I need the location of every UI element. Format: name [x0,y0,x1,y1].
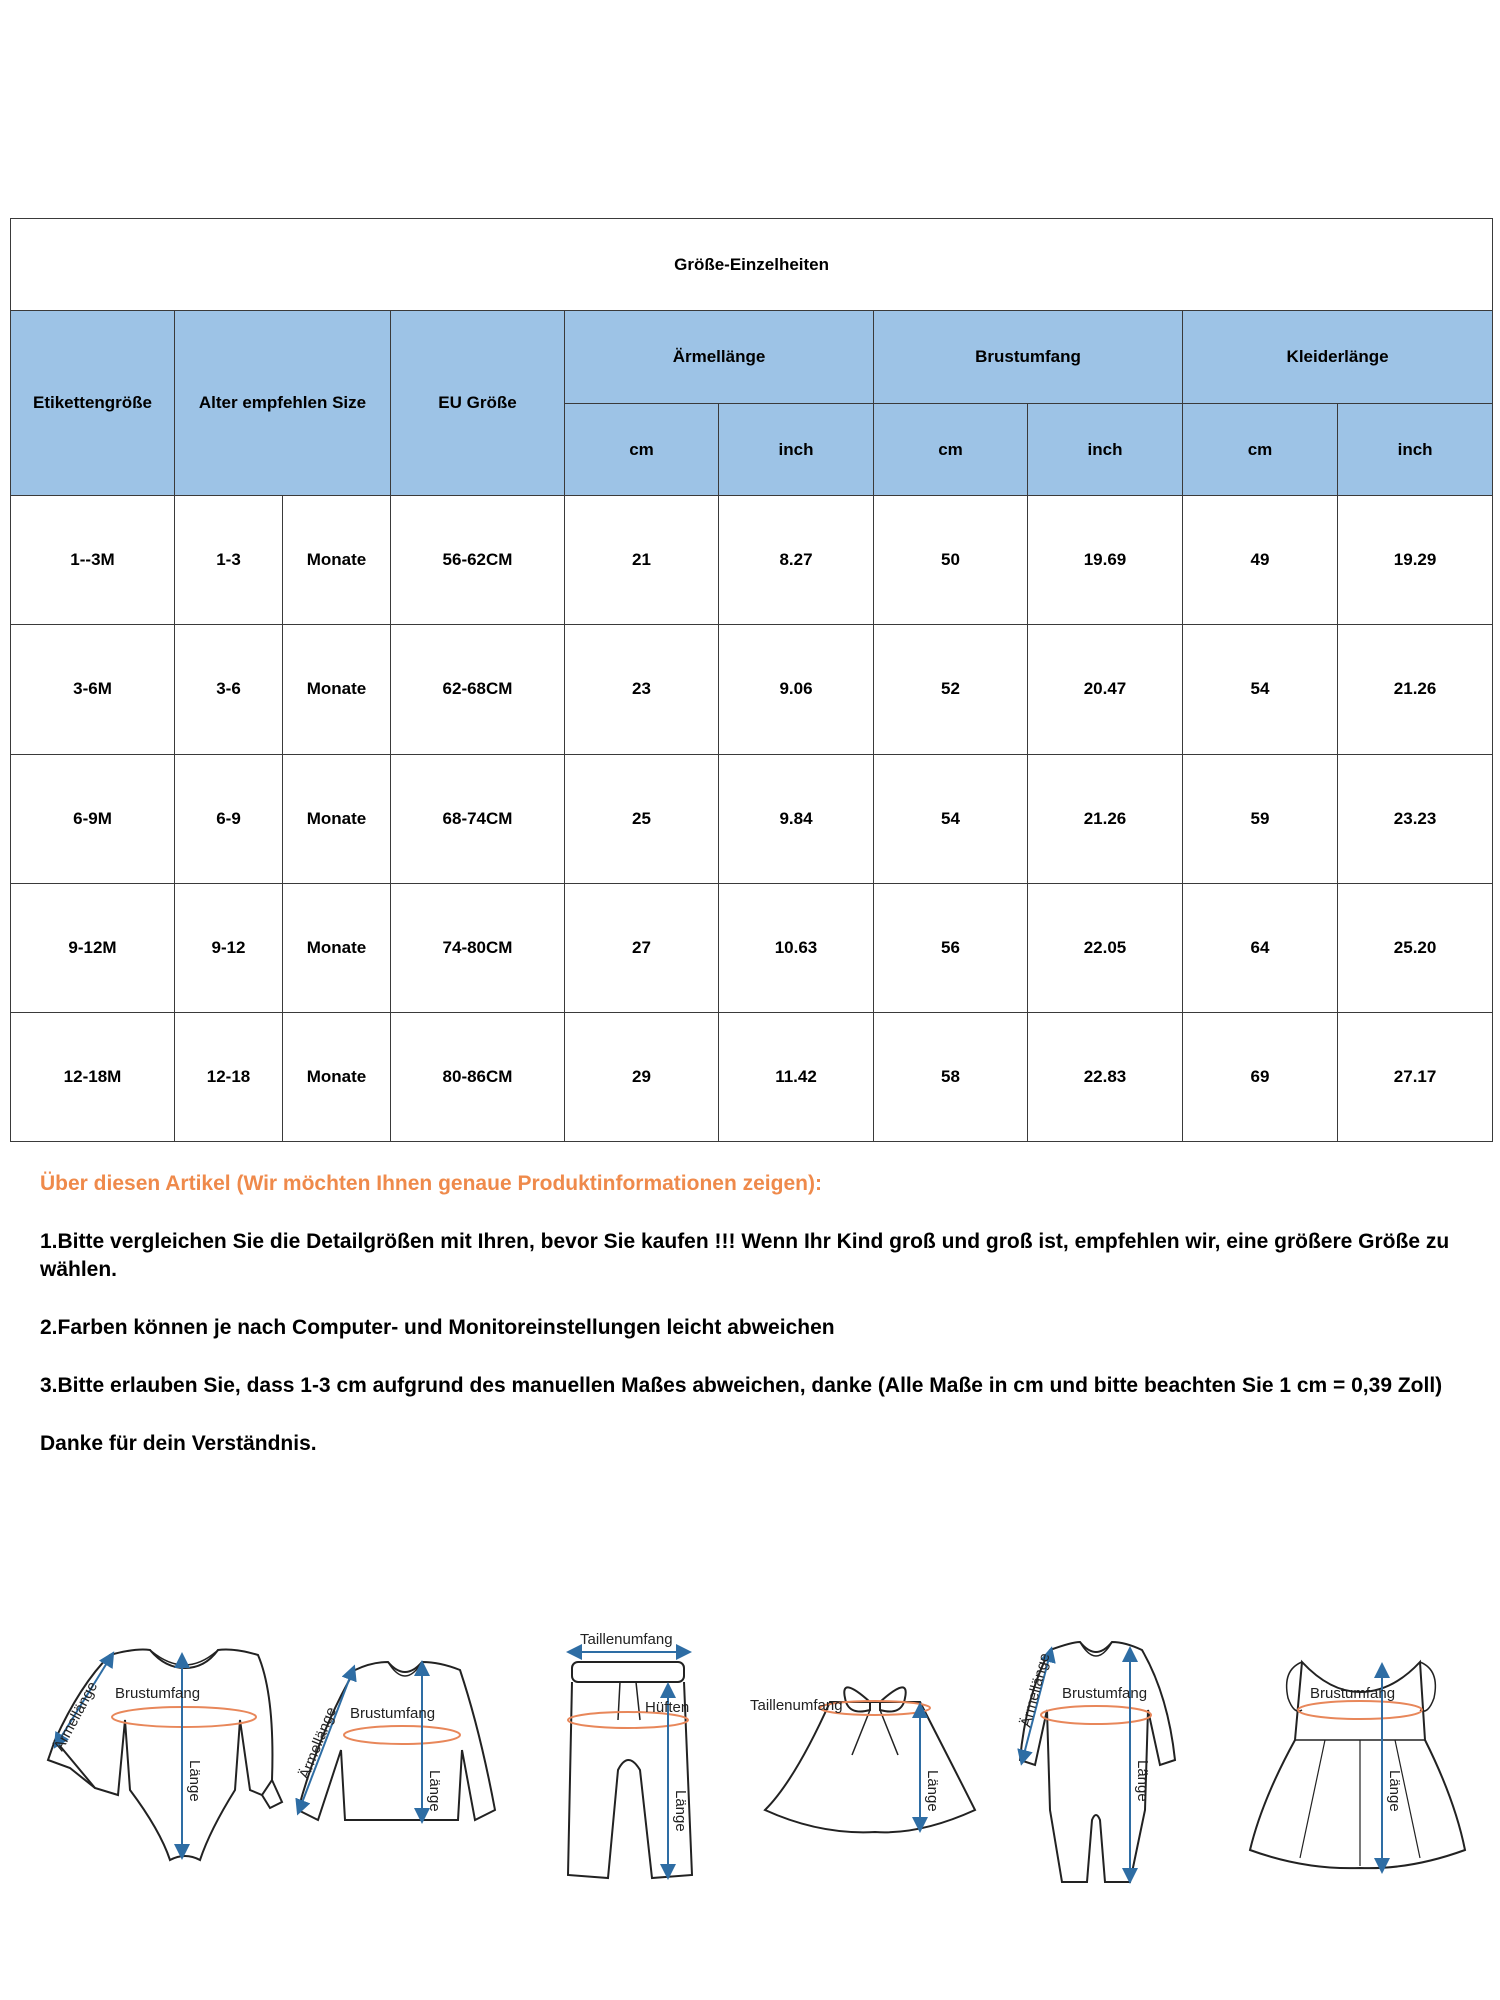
header-unit-inch: inch [1028,404,1183,496]
size-table [10,218,1493,1142]
table-cell: 29 [565,1012,719,1141]
romper-label-brust: Brustumfang [1062,1685,1148,1702]
table-cell: 12-18M [11,1012,175,1141]
table-cell: 3-6M [11,625,175,754]
table-row [11,1012,1493,1141]
table-row [11,754,1493,883]
header-unit-cm: cm [1183,404,1338,496]
table-cell: 59 [1183,754,1338,883]
table-cell: 11.42 [719,1012,874,1141]
info-note-3: 3.Bitte erlauben Sie, dass 1-3 cm aufgrund des manuellen Maßes abweichen, danke (Alle Maße in cm und bitte beachten Sie 1 cm = 0,39 Zoll) [40,1374,1443,1397]
dress-label-brust: Brustumfang [1310,1685,1396,1702]
table-cell: Monate [283,625,391,754]
table-cell: 10.63 [719,883,874,1012]
table-cell: 9.06 [719,625,874,754]
table-cell: 54 [1183,625,1338,754]
table-cell: 1-3 [175,496,283,625]
header-unit-inch: inch [719,404,874,496]
table-cell: 21.26 [1028,754,1183,883]
table-cell: 27 [565,883,719,1012]
table-cell: 64 [1183,883,1338,1012]
table-cell: 56 [874,883,1028,1012]
table-cell: 23.23 [1338,754,1493,883]
pants-illustration [568,1652,692,1878]
table-cell: 1--3M [11,496,175,625]
table-cell: 27.17 [1338,1012,1493,1141]
header-etikettengroesse: Etikettengröße [11,311,175,496]
bodysuit-label-aermel: Ärmellänge [50,1678,102,1754]
product-info [40,1170,1460,1488]
header-unit-cm: cm [565,404,719,496]
table-row [11,883,1493,1012]
shirt-label-aermel: Ärmellänge [295,1704,341,1782]
garment-illustrations [0,1620,1500,1900]
table-cell: 19.69 [1028,496,1183,625]
table-cell: 6-9 [175,754,283,883]
measurement-figures [0,1620,1500,1900]
pants-label-taille: Taillenumfang [580,1631,673,1648]
table-cell: 8.27 [719,496,874,625]
table-cell: 21 [565,496,719,625]
table-cell: 25.20 [1338,883,1493,1012]
table-cell: 74-80CM [391,883,565,1012]
table-cell: 56-62CM [391,496,565,625]
tutu-label-laenge: Länge [924,1770,941,1812]
pants-label-laenge: Länge [672,1790,689,1832]
header-alter: Alter empfehlen Size [175,311,391,496]
table-cell: 9.84 [719,754,874,883]
table-cell: 52 [874,625,1028,754]
table-cell: 80-86CM [391,1012,565,1141]
shirt-label-brust: Brustumfang [350,1705,436,1722]
header-unit-cm: cm [874,404,1028,496]
pants-label-hueften: Hüften [645,1699,690,1716]
header-brustumfang: Brustumfang [874,311,1183,404]
table-cell: 54 [874,754,1028,883]
table-cell: 22.83 [1028,1012,1183,1141]
info-note-4: Danke für dein Verständnis. [40,1432,317,1455]
table-cell: Monate [283,496,391,625]
table-title: Größe-Einzelheiten [11,219,1493,311]
table-cell: Monate [283,1012,391,1141]
table-cell: 50 [874,496,1028,625]
info-note-2: 2.Farben können je nach Computer- und Monitoreinstellungen leicht abweichen [40,1316,835,1339]
table-cell: 12-18 [175,1012,283,1141]
table-cell: 69 [1183,1012,1338,1141]
header-aermellaenge: Ärmellänge [565,311,874,404]
header-kleiderlaenge: Kleiderlänge [1183,311,1493,404]
table-cell: 20.47 [1028,625,1183,754]
table-cell: 22.05 [1028,883,1183,1012]
table-row [11,496,1493,625]
bodysuit-illustration [48,1650,282,1860]
table-row [11,625,1493,754]
shirt-label-laenge: Länge [426,1770,443,1812]
info-note-1: 1.Bitte vergleichen Sie die Detailgrößen mit Ihren, bevor Sie kaufen !!! Wenn Ihr Kind groß und groß ist, empfehlen wir, eine größere Größe zu wählen. [40,1230,1450,1281]
bodysuit-label-brust: Brustumfang [115,1685,201,1702]
romper-label-laenge: Länge [1134,1760,1151,1802]
table-cell: 21.26 [1338,625,1493,754]
info-headline: Über diesen Artikel (Wir möchten Ihnen genaue Produktinformationen zeigen): [40,1172,822,1195]
dress-label-laenge: Länge [1386,1770,1403,1812]
table-cell: 19.29 [1338,496,1493,625]
bodysuit-label-laenge: Länge [186,1760,203,1802]
table-cell: 49 [1183,496,1338,625]
table-cell: 62-68CM [391,625,565,754]
header-eu-groesse: EU Größe [391,311,565,496]
table-cell: 23 [565,625,719,754]
table-cell: 58 [874,1012,1028,1141]
table-cell: 9-12 [175,883,283,1012]
table-cell: 3-6 [175,625,283,754]
table-cell: Monate [283,883,391,1012]
table-cell: 6-9M [11,754,175,883]
table-cell: 9-12M [11,883,175,1012]
header-unit-inch: inch [1338,404,1493,496]
table-cell: Monate [283,754,391,883]
tutu-label-taille: Taillenumfang [750,1697,843,1714]
table-cell: 68-74CM [391,754,565,883]
romper-label-aermel: Ärmellänge [1017,1651,1054,1730]
table-cell: 25 [565,754,719,883]
